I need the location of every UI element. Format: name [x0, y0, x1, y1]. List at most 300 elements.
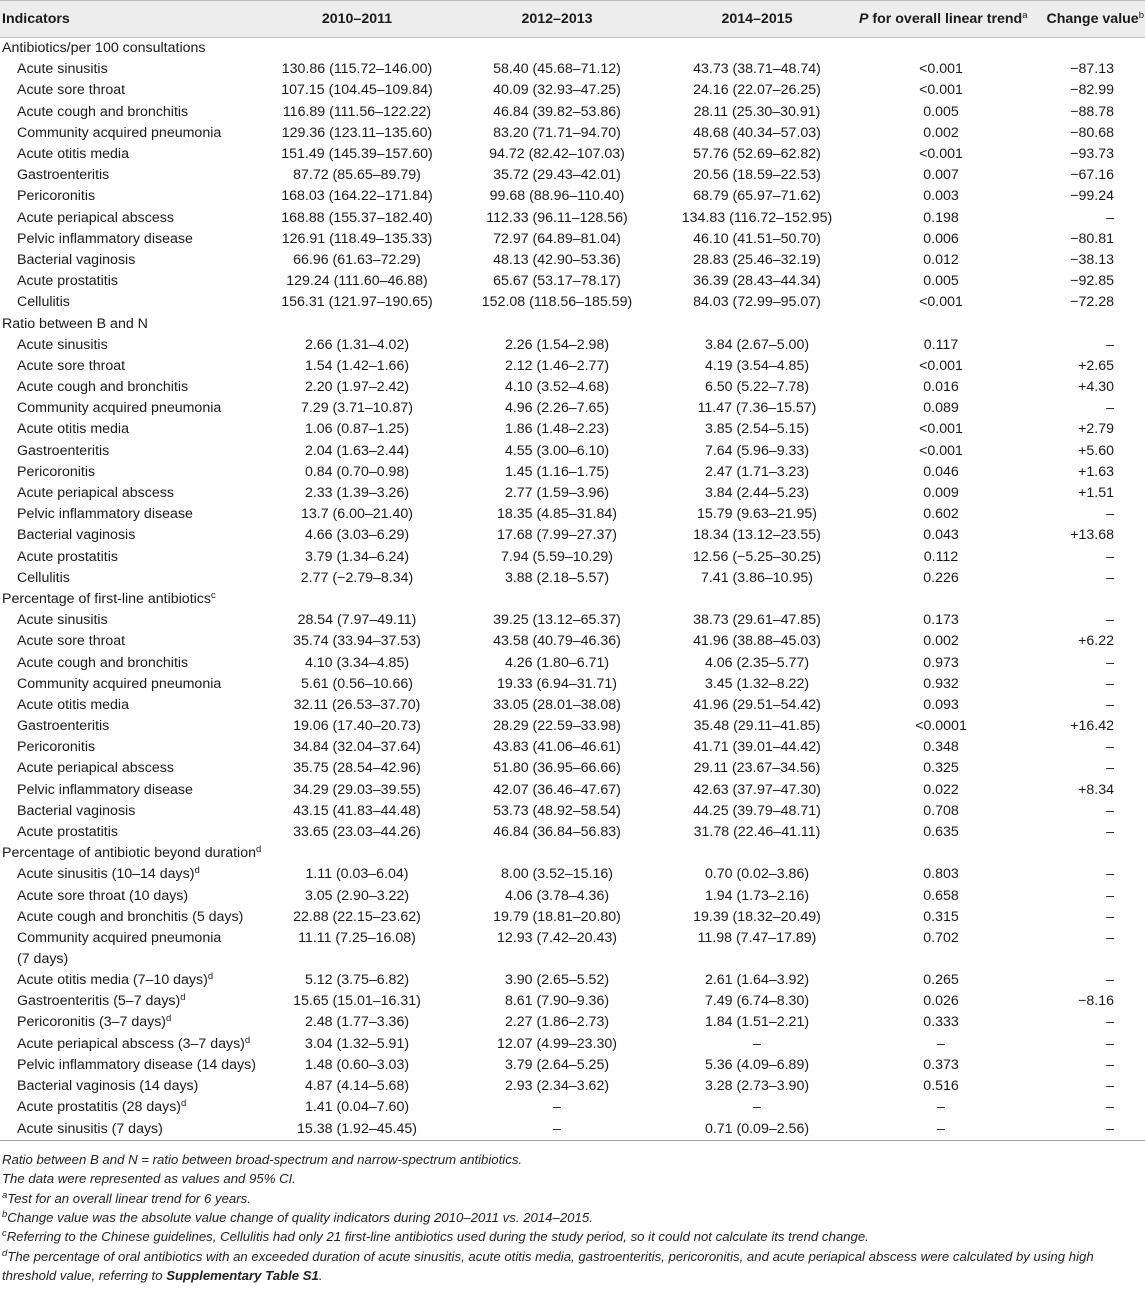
row-label: Cellulitis — [17, 569, 70, 586]
change-value: +1.63 — [1078, 463, 1114, 480]
row-label: Acute periapical abscess — [17, 485, 174, 502]
table-row — [0, 695, 1145, 716]
p-value: 0.022 — [923, 781, 959, 798]
table-row — [0, 758, 1145, 779]
change-value: +16.42 — [1070, 718, 1114, 735]
row-label: Gastroenteritis — [17, 167, 110, 184]
section-header-row — [0, 589, 1145, 610]
value-2010-2011: 87.72 (85.65–89.79) — [293, 167, 421, 184]
value-2012-2013: 2.93 (2.34–3.62) — [504, 1077, 610, 1094]
row-label: Acute prostatitis — [17, 824, 118, 841]
value-2010-2011: 129.24 (111.60–46.88) — [286, 273, 428, 290]
value-2010-2011: 35.74 (33.94–37.53) — [293, 633, 421, 650]
value-2010-2011: 15.38 (1.92–45.45) — [257, 1118, 457, 1141]
value-2012-2013: 42.07 (36.46–47.67) — [493, 781, 621, 798]
table-row — [0, 483, 1145, 504]
header-2012-2013: 2012–2013 — [457, 1, 657, 38]
row-label: Bacterial vaginosis (14 days) — [17, 1077, 199, 1094]
value-2010-2011: 2.48 (1.77–3.36) — [304, 1014, 410, 1031]
table-row — [0, 59, 1145, 80]
p-value: 0.093 — [923, 696, 959, 713]
table-row — [0, 928, 1145, 970]
value-2012-2013: 2.77 (1.59–3.96) — [504, 485, 610, 502]
p-value: 0.348 — [923, 739, 959, 756]
value-2010-2011: 22.88 (22.15–23.62) — [293, 908, 421, 925]
change-value: −80.68 — [1070, 124, 1114, 141]
table-row — [0, 1012, 1145, 1033]
row-label: Pericoronitis — [17, 739, 96, 756]
value-2010-2011: 1.48 (0.60–3.03) — [304, 1056, 410, 1073]
value-2010-2011: 28.54 (7.97–49.11) — [297, 612, 417, 629]
row-label: Acute otitis media (7–10 days)$^d$ — [17, 970, 214, 988]
value-2012-2013: 4.10 (3.52–4.68) — [504, 379, 610, 396]
value-2010-2011: 11.11 (7.25–16.08) — [298, 929, 416, 946]
p-value: 0.117 — [923, 336, 959, 353]
p-value: 0.635 — [923, 824, 959, 841]
section-header-row — [0, 38, 1145, 60]
value-2012-2013: 4.06 (3.78–4.36) — [504, 887, 610, 904]
value-2012-2013: 46.84 (36.84–56.83) — [493, 824, 621, 841]
change-value: – — [1106, 908, 1114, 925]
row-label: Acute periapical abscess — [17, 209, 174, 226]
value-2010-2011: 66.96 (61.63–72.29) — [293, 251, 421, 268]
p-value: 0.708 — [923, 802, 959, 819]
value-2010-2011: 2.66 (1.31–4.02) — [304, 336, 410, 353]
p-value: <0.001 — [919, 357, 963, 374]
row-label: Acute sinusitis — [17, 612, 108, 629]
p-value: – — [857, 1118, 1025, 1141]
value-2010-2011: 168.03 (164.22–171.84) — [281, 188, 433, 205]
change-value: +13.68 — [1070, 527, 1114, 544]
table-row — [0, 377, 1145, 398]
p-value: 0.198 — [923, 209, 959, 226]
value-2012-2013: 43.58 (40.79–46.36) — [493, 633, 621, 650]
change-value: −67.16 — [1070, 167, 1114, 184]
table-row — [0, 610, 1145, 631]
value-2010-2011: 15.65 (15.01–16.31) — [293, 993, 421, 1010]
change-value: – — [1106, 654, 1114, 671]
value-2014-2015: 3.45 (1.32–8.22) — [704, 675, 810, 692]
value-2014-2015: 11.47 (7.36–15.57) — [697, 400, 817, 417]
value-2010-2011: 2.33 (1.39–3.26) — [304, 485, 410, 502]
table-row — [0, 1033, 1145, 1054]
change-value: – — [1106, 802, 1114, 819]
value-2012-2013: 94.72 (82.42–107.03) — [489, 146, 625, 163]
value-2014-2015: 6.50 (5.22–7.78) — [704, 379, 810, 396]
p-value: 0.803 — [923, 866, 959, 883]
table-row — [0, 907, 1145, 928]
value-2012-2013: 19.33 (6.94–31.71) — [497, 675, 617, 692]
value-2010-2011: 126.91 (118.49–135.33) — [281, 230, 433, 247]
value-2012-2013: 2.26 (1.54–2.98) — [504, 336, 610, 353]
value-2010-2011: 43.15 (41.83–44.48) — [293, 802, 421, 819]
row-label: Bacterial vaginosis — [17, 802, 136, 819]
value-2014-2015: 46.10 (41.51–50.70) — [693, 230, 821, 247]
row-label: Acute sinusitis — [17, 61, 108, 78]
value-2012-2013: 3.79 (2.64–5.25) — [504, 1056, 610, 1073]
value-2014-2015: 28.11 (25.30–30.91) — [693, 103, 821, 120]
value-2014-2015: 20.56 (18.59–22.53) — [693, 167, 821, 184]
value-2012-2013: 2.27 (1.86–2.73) — [504, 1014, 610, 1031]
row-label: Pericoronitis — [17, 188, 96, 205]
section-header-row — [0, 313, 1145, 334]
value-2012-2013: – — [457, 1118, 657, 1141]
row-label: Gastroenteritis (5–7 days)$^d$ — [17, 992, 186, 1010]
value-2014-2015: 11.98 (7.47–17.89) — [697, 929, 817, 946]
table-row — [0, 568, 1145, 589]
p-value: 0.702 — [923, 929, 959, 946]
change-value: +1.51 — [1078, 485, 1114, 502]
value-2010-2011: 34.84 (32.04–37.64) — [293, 739, 421, 756]
change-value: – — [1106, 1099, 1114, 1116]
value-2014-2015: – — [753, 1099, 761, 1116]
p-value: <0.001 — [919, 82, 963, 99]
value-2014-2015: 5.36 (4.09–6.89) — [704, 1056, 810, 1073]
value-2014-2015: 57.76 (52.69–62.82) — [693, 146, 821, 163]
value-2012-2013: 4.55 (3.00–6.10) — [504, 442, 610, 459]
change-value: – — [1106, 675, 1114, 692]
p-value: 0.265 — [923, 971, 959, 988]
value-2010-2011: 0.84 (0.70–0.98) — [304, 463, 410, 480]
p-value: 0.002 — [923, 633, 959, 650]
value-2014-2015: 4.19 (3.54–4.85) — [704, 357, 810, 374]
value-2010-2011: 151.49 (145.39–157.60) — [281, 146, 433, 163]
table-row — [0, 123, 1145, 144]
value-2014-2015: 1.94 (1.73–2.16) — [704, 887, 810, 904]
value-2012-2013: 17.68 (7.99–27.37) — [497, 527, 617, 544]
value-2014-2015: 4.06 (2.35–5.77) — [704, 654, 810, 671]
value-2014-2015: 0.71 (0.09–2.56) — [657, 1118, 857, 1141]
value-2010-2011: 2.04 (1.63–2.44) — [304, 442, 410, 459]
table-row — [0, 886, 1145, 907]
p-value: – — [937, 1099, 945, 1116]
p-value: 0.602 — [923, 506, 959, 523]
change-value: – — [1106, 971, 1114, 988]
row-label: Acute sore throat — [17, 357, 126, 374]
value-2012-2013: 33.05 (28.01–38.08) — [493, 696, 621, 713]
header-change-value: Change value$^b$ — [1025, 1, 1145, 38]
p-value: 0.043 — [923, 527, 959, 544]
row-label: Community acquired pneumonia (7 days) — [17, 929, 222, 967]
value-2012-2013: 12.93 (7.42–20.43) — [497, 929, 617, 946]
p-value: 0.658 — [923, 887, 959, 904]
table-row — [0, 1097, 1145, 1118]
value-2012-2013: 8.61 (7.90–9.36) — [504, 993, 610, 1010]
header-2010-2011: 2010–2011 — [257, 1, 457, 38]
table-row — [0, 292, 1145, 313]
table-row — [0, 80, 1145, 101]
table-row — [0, 462, 1145, 483]
value-2012-2013: 40.09 (32.93–47.25) — [493, 82, 621, 99]
row-label: Gastroenteritis — [17, 718, 110, 735]
value-2014-2015: 7.49 (6.74–8.30) — [704, 993, 810, 1010]
row-label: Acute cough and bronchitis — [17, 379, 189, 396]
value-2010-2011: 156.31 (121.97–190.65) — [281, 294, 433, 311]
value-2010-2011: 5.12 (3.75–6.82) — [304, 971, 410, 988]
row-label: Acute prostatitis (28 days)$^d$ — [17, 1098, 187, 1116]
footnote: threshold value, referring to Supplementary Table S1. — [2, 1267, 323, 1283]
change-value: −93.73 — [1070, 146, 1114, 163]
p-value: 0.333 — [923, 1014, 959, 1031]
value-2012-2013: 58.40 (45.68–71.12) — [493, 61, 621, 78]
row-label: Acute otitis media — [17, 696, 129, 713]
value-2012-2013: 112.33 (96.11–128.56) — [486, 209, 628, 226]
value-2012-2013: 152.08 (118.56–185.59) — [481, 294, 633, 311]
table-body — [0, 38, 1145, 1141]
p-value: 0.226 — [923, 569, 959, 586]
p-value: 0.516 — [923, 1077, 959, 1094]
table-row — [0, 398, 1145, 419]
value-2014-2015: 19.39 (18.32–20.49) — [693, 908, 821, 925]
footnote: Ratio between B and N = ratio between broad-spectrum and narrow-spectrum antibiotics. — [2, 1152, 523, 1168]
row-label: Pelvic inflammatory disease — [17, 781, 193, 798]
value-2010-2011: 129.36 (123.11–135.60) — [281, 124, 433, 141]
value-2014-2015: 29.11 (23.67–34.56) — [693, 760, 821, 777]
change-value: – — [1106, 929, 1114, 946]
table-row — [0, 271, 1145, 292]
p-value: 0.089 — [923, 400, 959, 417]
value-2014-2015: 3.28 (2.73–3.90) — [704, 1077, 810, 1094]
change-value: −87.13 — [1070, 61, 1114, 78]
value-2010-2011: 7.29 (3.71–10.87) — [300, 400, 413, 417]
value-2014-2015: 35.48 (29.11–41.85) — [693, 718, 821, 735]
value-2014-2015: 3.84 (2.67–5.00) — [704, 336, 810, 353]
table-row — [0, 801, 1145, 822]
change-value: – — [1106, 569, 1114, 586]
change-value: – — [1106, 866, 1114, 883]
value-2014-2015: 84.03 (72.99–95.07) — [693, 294, 821, 311]
value-2012-2013: 1.86 (1.48–2.23) — [504, 421, 610, 438]
section-title: Ratio between B and N — [2, 315, 148, 332]
value-2010-2011: 2.77 (−2.79–8.34) — [300, 569, 414, 586]
value-2012-2013: 51.80 (36.95–66.66) — [493, 760, 621, 777]
value-2012-2013: 53.73 (48.92–58.54) — [493, 802, 621, 819]
p-value: <0.001 — [919, 442, 963, 459]
p-value: 0.005 — [923, 273, 959, 290]
row-label: Acute sore throat — [17, 633, 126, 650]
p-value: 0.005 — [923, 103, 959, 120]
p-value: 0.046 — [923, 463, 959, 480]
value-2014-2015: 2.47 (1.71–3.23) — [704, 463, 810, 480]
table-row — [0, 165, 1145, 186]
row-label: Pelvic inflammatory disease — [17, 506, 193, 523]
p-value: 0.112 — [923, 548, 959, 565]
table-header — [0, 1, 1145, 38]
p-value: 0.009 — [923, 485, 959, 502]
change-value: – — [1106, 1056, 1114, 1073]
row-label: Acute otitis media — [17, 146, 129, 163]
p-value: <0.001 — [919, 146, 963, 163]
value-2014-2015: 43.73 (38.71–48.74) — [693, 61, 821, 78]
table-row — [0, 144, 1145, 165]
value-2014-2015: 31.78 (22.46–41.11) — [693, 824, 821, 841]
table-row — [0, 250, 1145, 271]
value-2010-2011: 35.75 (28.54–42.96) — [293, 760, 421, 777]
table-row — [0, 102, 1145, 123]
p-value: <0.001 — [919, 61, 963, 78]
value-2010-2011: 1.11 (0.03–6.04) — [305, 866, 409, 883]
table-row — [0, 780, 1145, 801]
p-value: 0.315 — [923, 908, 959, 925]
value-2014-2015: 15.79 (9.63–21.95) — [697, 506, 817, 523]
value-2010-2011: 32.11 (26.53–37.70) — [293, 696, 421, 713]
value-2012-2013: 18.35 (4.85–31.84) — [497, 506, 617, 523]
change-value: +6.22 — [1078, 633, 1114, 650]
value-2012-2013: 39.25 (13.12–65.37) — [493, 612, 621, 629]
value-2010-2011: 116.89 (111.56–122.22) — [282, 103, 432, 120]
value-2012-2013: 12.07 (4.99–23.30) — [497, 1035, 617, 1052]
table-row — [0, 864, 1145, 885]
value-2014-2015: 41.96 (38.88–45.03) — [693, 633, 821, 650]
value-2014-2015: 18.34 (13.12–23.55) — [693, 527, 821, 544]
value-2012-2013: 3.88 (2.18–5.57) — [504, 569, 610, 586]
table-row — [0, 716, 1145, 737]
value-2010-2011: 130.86 (115.72–146.00) — [281, 61, 433, 78]
p-value: 0.026 — [923, 993, 959, 1010]
p-value: 0.002 — [923, 124, 959, 141]
value-2012-2013: 3.90 (2.65–5.52) — [504, 971, 610, 988]
row-label: Acute sinusitis (10–14 days)$^d$ — [17, 865, 200, 883]
table-row — [0, 504, 1145, 525]
table-row — [0, 186, 1145, 207]
value-2010-2011: 1.54 (1.42–1.66) — [304, 357, 410, 374]
footnote: $^a$Test for an overall linear trend for 6 years. — [2, 1189, 251, 1206]
value-2014-2015: 3.84 (2.44–5.23) — [704, 485, 810, 502]
p-value: 0.373 — [923, 1056, 959, 1073]
p-value: 0.003 — [923, 188, 959, 205]
change-value: −82.99 — [1070, 82, 1114, 99]
value-2012-2013: 99.68 (88.96–110.40) — [489, 188, 625, 205]
change-value: −80.81 — [1070, 230, 1114, 247]
change-value: −92.85 — [1070, 273, 1114, 290]
change-value: −88.78 — [1070, 103, 1114, 120]
value-2014-2015: 41.71 (39.01–44.42) — [693, 739, 821, 756]
p-value: <0.001 — [919, 421, 963, 438]
change-value: – — [1106, 548, 1114, 565]
value-2014-2015: 134.83 (116.72–152.95) — [681, 209, 833, 226]
value-2012-2013: 4.96 (2.26–7.65) — [504, 400, 610, 417]
table-row — [0, 631, 1145, 652]
table-row — [0, 737, 1145, 758]
value-2014-2015: 44.25 (39.79–48.71) — [693, 802, 821, 819]
value-2012-2013: 28.29 (22.59–33.98) — [493, 718, 621, 735]
row-label: Community acquired pneumonia — [17, 675, 222, 692]
table-row — [0, 229, 1145, 250]
row-label: Acute sore throat (10 days) — [17, 887, 189, 904]
value-2010-2011: 2.20 (1.97–2.42) — [304, 379, 410, 396]
p-value: 0.016 — [923, 379, 959, 396]
value-2010-2011: 19.06 (17.40–20.73) — [293, 718, 421, 735]
table-row — [0, 335, 1145, 356]
row-label: Acute sinusitis (7 days) — [0, 1118, 257, 1141]
change-value: −99.24 — [1070, 188, 1114, 205]
value-2010-2011: 107.15 (104.45–109.84) — [281, 82, 433, 99]
table-row — [0, 652, 1145, 673]
row-label: Community acquired pneumonia — [17, 124, 222, 141]
value-2014-2015: 24.16 (22.07–26.25) — [693, 82, 821, 99]
header-row — [0, 1, 1145, 38]
change-value: – — [1106, 824, 1114, 841]
row-label: Community acquired pneumonia — [17, 400, 222, 417]
section-title: Percentage of antibiotic beyond duration$^d$ — [2, 844, 262, 862]
row-label: Gastroenteritis — [17, 442, 110, 459]
value-2010-2011: 3.79 (1.34–6.24) — [304, 548, 410, 565]
value-2014-2015: 42.63 (37.97–47.30) — [693, 781, 821, 798]
supplementary-table-link[interactable]: Supplementary Table S1 — [166, 1267, 319, 1283]
change-value: – — [1106, 209, 1114, 226]
change-value: – — [1106, 1035, 1114, 1052]
row-label: Acute periapical abscess (3–7 days)$^d$ — [17, 1034, 251, 1052]
value-2012-2013: 83.20 (71.71–94.70) — [493, 124, 621, 141]
value-2014-2015: 7.64 (5.96–9.33) — [704, 442, 810, 459]
table-row — [0, 208, 1145, 229]
value-2010-2011: 33.65 (23.03–44.26) — [293, 824, 421, 841]
value-2012-2013: 48.13 (42.90–53.36) — [493, 251, 621, 268]
change-value: – — [1106, 739, 1114, 756]
value-2014-2015: 0.70 (0.02–3.86) — [704, 866, 810, 883]
value-2014-2015: 1.84 (1.51–2.21) — [704, 1014, 810, 1031]
value-2010-2011: 1.06 (0.87–1.25) — [304, 421, 410, 438]
p-value: – — [937, 1035, 945, 1052]
value-2010-2011: 4.87 (4.14–5.68) — [304, 1077, 410, 1094]
value-2010-2011: 4.10 (3.34–4.85) — [304, 654, 410, 671]
p-value: 0.173 — [923, 612, 959, 629]
row-label: Acute cough and bronchitis — [17, 654, 189, 671]
value-2014-2015: 3.85 (2.54–5.15) — [704, 421, 810, 438]
row-label: Acute sore throat — [17, 82, 126, 99]
table-row — [0, 547, 1145, 568]
table-row — [0, 970, 1145, 991]
row-label: Pelvic inflammatory disease — [17, 230, 193, 247]
value-2014-2015: 28.83 (25.46–32.19) — [693, 251, 821, 268]
value-2014-2015: 68.79 (65.97–71.62) — [693, 188, 821, 205]
row-label: Pericoronitis (3–7 days)$^d$ — [17, 1013, 172, 1031]
p-value: 0.006 — [923, 230, 959, 247]
table-footnotes — [0, 1150, 1145, 1285]
p-value: <0.001 — [919, 294, 963, 311]
value-2012-2013: 4.26 (1.80–6.71) — [504, 654, 610, 671]
change-value: – — [1025, 1118, 1145, 1141]
change-value: – — [1106, 760, 1114, 777]
row-label: Pelvic inflammatory disease (14 days) — [17, 1056, 256, 1073]
value-2012-2013: 7.94 (5.59–10.29) — [500, 548, 613, 565]
row-label: Acute cough and bronchitis — [17, 103, 189, 120]
value-2014-2015: 41.96 (29.51–54.42) — [693, 696, 821, 713]
value-2014-2015: – — [753, 1035, 761, 1052]
value-2010-2011: 5.61 (0.56–10.66) — [300, 675, 413, 692]
value-2014-2015: 7.41 (3.86–10.95) — [700, 569, 813, 586]
footnote: $^c$Referring to the Chinese guidelines, Cellulitis had only 21 first-line antibiotics used during the study period, so it could not calculate its trend change. — [2, 1228, 869, 1245]
row-label: Acute otitis media — [17, 421, 129, 438]
change-value: +5.60 — [1078, 442, 1114, 459]
value-2012-2013: 46.84 (39.82–53.86) — [493, 103, 621, 120]
row-label: Cellulitis — [17, 294, 70, 311]
value-2010-2011: 3.04 (1.32–5.91) — [304, 1035, 410, 1052]
value-2014-2015: 2.61 (1.64–3.92) — [704, 971, 810, 988]
section-title: Antibiotics/per 100 consultations — [2, 40, 206, 57]
row-label: Bacterial vaginosis — [17, 251, 136, 268]
table-row — [0, 822, 1145, 843]
table-row — [0, 1055, 1145, 1076]
footnote: $^b$Change value was the absolute value change of quality indicators during 2010–2011 vs. 2014–2015. — [2, 1209, 593, 1226]
table-row — [0, 1118, 1145, 1141]
change-value: – — [1106, 506, 1114, 523]
value-2012-2013: 1.45 (1.16–1.75) — [504, 463, 610, 480]
change-value: – — [1106, 612, 1114, 629]
table-row — [0, 441, 1145, 462]
change-value: – — [1106, 696, 1114, 713]
table-row — [0, 356, 1145, 377]
